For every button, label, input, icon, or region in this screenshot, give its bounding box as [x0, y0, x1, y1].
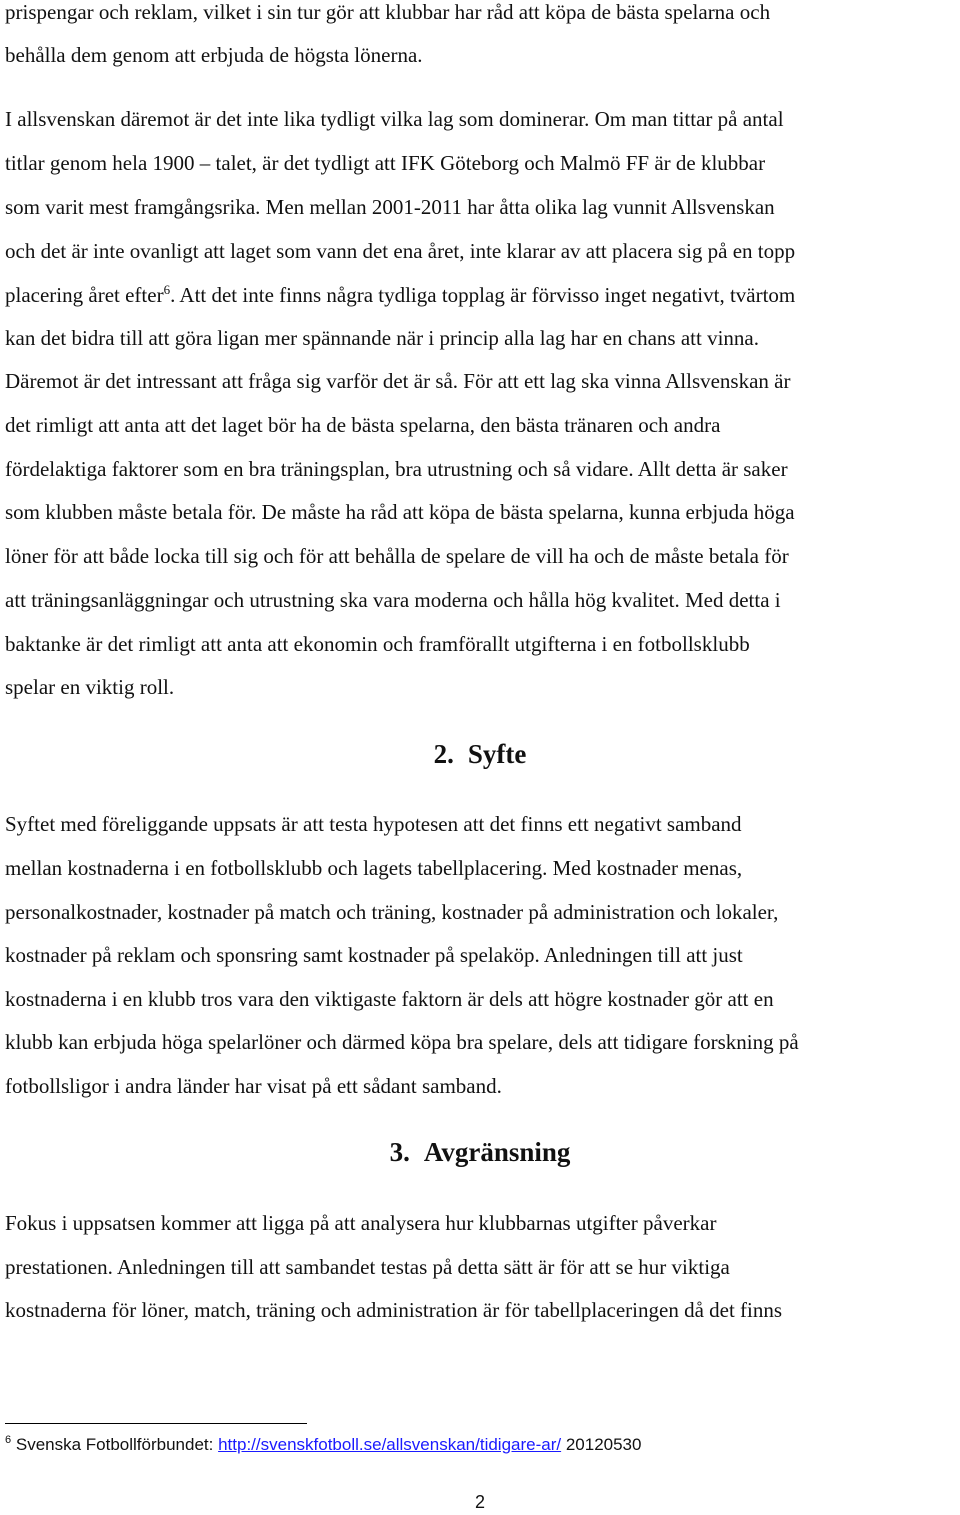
- body-line: löner för att både locka till sig och för att behålla de spelare de vill ha och de måste betala för: [5, 544, 789, 568]
- section-number: 2.: [433, 739, 454, 769]
- body-line: som varit mest framgångsrika. Men mellan 2001-2011 har åtta olika lag vunnit Allsvenskan: [5, 195, 775, 219]
- body-line: kostnaderna i en klubb tros vara den viktigaste faktorn är dels att högre kostnader gör att en: [5, 987, 774, 1011]
- body-line: titlar genom hela 1900 – talet, är det tydligt att IFK Göteborg och Malmö FF är de klubbar: [5, 151, 766, 175]
- body-line-with-footnote: [5, 283, 795, 307]
- body-line: Däremot är det intressant att fråga sig varför det är så. För att ett lag ska vinna Allsvenskan är: [5, 369, 791, 393]
- footnote-date: 20120530: [561, 1435, 642, 1454]
- body-line: fotbollsligor i andra länder har visat på ett sådant samband.: [5, 1074, 502, 1098]
- section-heading-avgransning: [0, 1137, 960, 1167]
- section-title: Avgränsning: [423, 1137, 571, 1167]
- body-line: att träningsanläggningar och utrustning ska vara moderna och hålla hög kvalitet. Med detta i: [5, 588, 781, 612]
- footnote-reference: 6: [163, 282, 171, 297]
- footnote-link[interactable]: http://svenskfotboll.se/allsvenskan/tidigare-ar/: [218, 1435, 562, 1454]
- body-line: kostnader på reklam och sponsring samt kostnader på spelaköp. Anledningen till att just: [5, 943, 743, 967]
- body-line: spelar en viktig roll.: [5, 675, 175, 699]
- body-line: som klubben måste betala för. De måste ha råd att köpa de bästa spelarna, kunna erbjuda höga: [5, 500, 795, 524]
- body-line: behålla dem genom att erbjuda de högsta lönerna.: [5, 43, 423, 67]
- footnote: [5, 1434, 641, 1456]
- body-line: klubb kan erbjuda höga spelarlöner och därmed köpa bra spelare, dels att tidigare forskning på: [5, 1030, 799, 1054]
- body-line: prestationen. Anledningen till att sambandet testas på detta sätt är för att se hur viktiga: [5, 1255, 730, 1279]
- body-line: mellan kostnaderna i en fotbollsklubb och lagets tabellplacering. Med kostnader menas,: [5, 856, 743, 880]
- body-line: det rimligt att anta att det laget bör ha de bästa spelarna, den bästa tränaren och andra: [5, 413, 721, 437]
- body-text: placering året efter: [5, 283, 164, 307]
- body-line: Syftet med föreliggande uppsats är att testa hypotesen att det finns ett negativt samband: [5, 812, 742, 836]
- body-line: Fokus i uppsatsen kommer att ligga på att analysera hur klubbarnas utgifter påverkar: [5, 1211, 717, 1235]
- body-line: prispengar och reklam, vilket i sin tur gör att klubbar har råd att köpa de bästa spelarna och: [5, 0, 771, 24]
- body-line: fördelaktiga faktorer som en bra träningsplan, bra utrustning och så vidare. Allt detta är saker: [5, 457, 788, 481]
- body-line: baktanke är det rimligt att anta att ekonomin och framförallt utgifterna i en fotbollsklubb: [5, 632, 750, 656]
- footnote-marker: 6: [5, 1434, 12, 1446]
- footnote-separator: [5, 1423, 307, 1424]
- body-text: . Att det inte finns några tydliga topplag är förvisso inget negativt, tvärtom: [170, 283, 796, 307]
- section-title: Syfte: [467, 739, 527, 769]
- section-number: 3.: [389, 1137, 410, 1167]
- body-line: kostnaderna för löner, match, träning och administration är för tabellplaceringen då det finns: [5, 1298, 783, 1322]
- body-line: I allsvenskan däremot är det inte lika tydligt vilka lag som dominerar. Om man tittar på antal: [5, 107, 784, 131]
- section-heading-syfte: [0, 739, 960, 769]
- body-line: personalkostnader, kostnader på match och träning, kostnader på administration och lokaler,: [5, 900, 779, 924]
- body-line: och det är inte ovanligt att laget som vann det ena året, inte klarar av att placera sig på en topp: [5, 239, 796, 263]
- page-number: 2: [474, 1492, 485, 1512]
- footnote-text: Svenska Fotbollförbundet:: [15, 1435, 219, 1454]
- body-line: kan det bidra till att göra ligan mer spännande när i princip alla lag har en chans att vinna.: [5, 326, 759, 350]
